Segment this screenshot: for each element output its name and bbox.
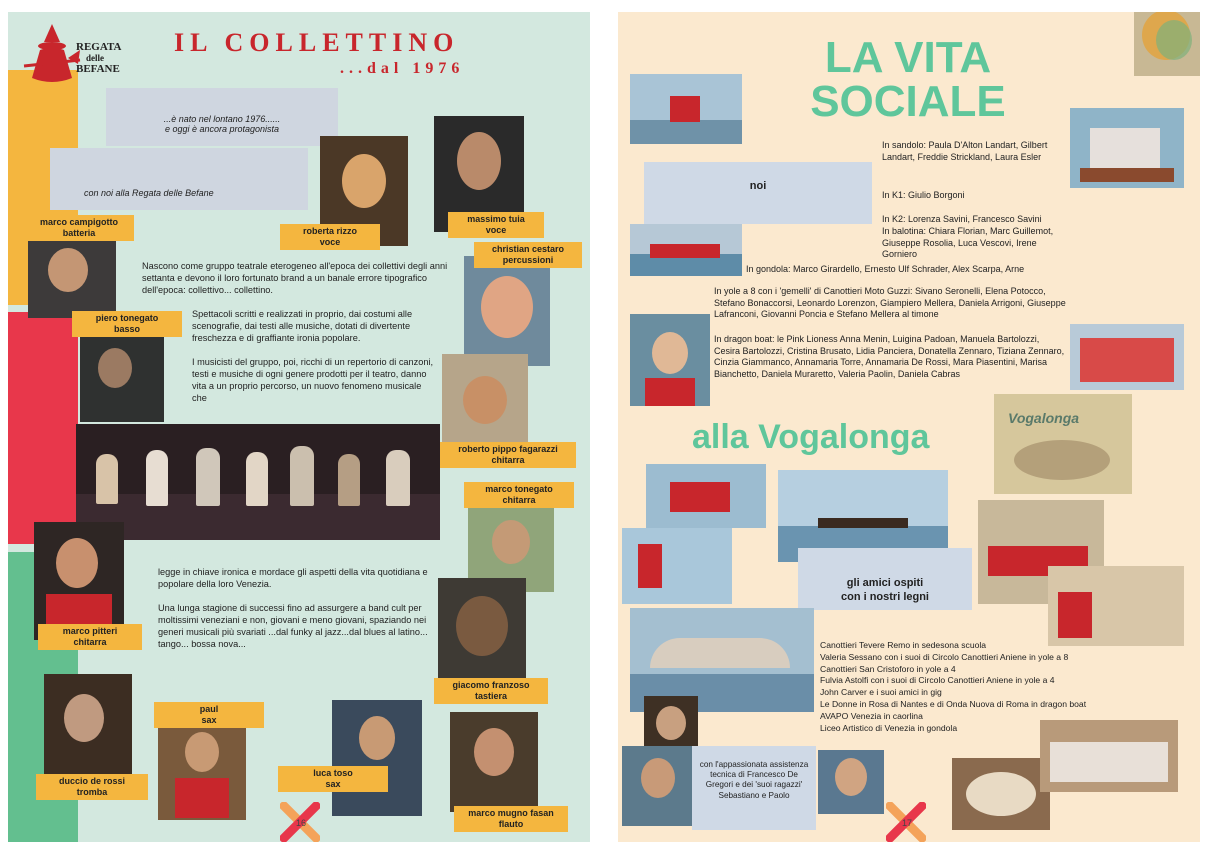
photo-roberto-fagarazzi — [442, 354, 528, 450]
member-role: basso — [113, 324, 140, 334]
label-marco-pitteri — [38, 624, 142, 650]
guest-item: Liceo Artistico di Venezia in gondola — [820, 722, 958, 733]
member-role: tastiera — [474, 691, 508, 701]
member-name: paul — [199, 704, 219, 714]
body-paragraph-4: legge in chiave ironica e mordace gli aspetti della vita quotidiana e popolare della loro Venezia. — [158, 567, 428, 589]
body-paragraph-3: I musicisti del gruppo, poi, ricchi di un repertorio di canzoni, testi e musiche di ogni genere prodotti per il teatro, danno vita a un proprio percorso, un nuovo fenomeno musicale che — [192, 357, 434, 403]
assist-box — [692, 746, 816, 830]
member-role: voce — [485, 225, 507, 235]
page-subtitle: ...dal 1976 — [340, 60, 465, 77]
photo-sebastiano — [622, 746, 694, 826]
photo-rower-paddle — [630, 314, 710, 406]
photo-cake — [952, 758, 1050, 830]
member-name: marco pitteri — [62, 626, 118, 636]
body-paragraph-2: Spettacoli scritti e realizzati in proprio, dai costumi alle scenografie, dai testi alle musiche, dotati di divertente freschezza e di graffiante ironia popolare. — [192, 309, 413, 343]
crew-gondola: In gondola: Marco Girardello, Ernesto Ulf Schrader, Alex Scarpa, Arne — [746, 264, 1025, 274]
photo-crew-boat — [1070, 108, 1184, 188]
label-paul — [154, 702, 264, 728]
label-massimo-tuia — [448, 212, 544, 238]
body-paragraph-1: Nascono come gruppo teatrale eterogeneo all'epoca dei collettivi degli anni settanta e devono il loro fortunato brand a un banale errore tipografico dell'epoca: collettivo... collettino. — [142, 261, 448, 295]
crew-k1: In K1: Giulio Borgoni — [882, 190, 965, 200]
photo-paolo — [818, 750, 884, 814]
body-paragraph-5: Una lunga stagione di successi fino ad assurgere a band cult per moltissimi veneziani e non, giovani e meno giovani, spaziando nei generi musicali più svariati ...dal funky al jazz...dal blues al latino... tango... bossa nova... — [158, 603, 428, 649]
label-marco-mugno-fasan — [454, 806, 568, 832]
guest-item: Canottieri Tevere Remo in sedesona scuola — [820, 640, 987, 650]
crew-balotina: In balotina: Chiara Florian, Marc Guillemot, Giuseppe Rosolia, Luca Vescovi, Irene Gorniero — [882, 226, 1054, 259]
photo-paul — [158, 722, 246, 820]
member-role: voce — [319, 237, 341, 247]
member-name: marco campigotto — [39, 217, 118, 227]
guest-item: John Carver e i suoi amici in gig — [820, 687, 942, 698]
vogalonga-logo-text: Vogalonga — [1008, 410, 1080, 426]
member-role: batteria — [62, 228, 96, 238]
page-number-left: 16 — [296, 818, 307, 828]
member-name: duccio de rossi — [58, 776, 126, 786]
member-role: sax — [325, 779, 341, 789]
logo-text — [76, 42, 121, 75]
member-name: christian cestaro — [491, 244, 565, 254]
label-luca-toso — [278, 766, 388, 792]
page-title: IL COLLETTINO — [174, 28, 460, 57]
assist-text: con l'appassionata assistenza tecnica di Francesco De Gregori e dei 'suoi ragazzi' Sebastiano e Paolo — [699, 760, 809, 800]
label-giacomo-franzoso — [434, 678, 548, 704]
member-role: chitarra — [491, 455, 525, 465]
photo-duccio-de-rossi — [44, 674, 132, 774]
red-stripe — [8, 312, 78, 544]
guest-item: Canottieri San Cristoforo in yole a 4 — [820, 663, 956, 674]
noi-box — [644, 162, 872, 224]
member-name: piero tonegato — [95, 313, 159, 323]
guest-item: Le Donne in Rosa di Nantes e di Onda Nuova di Roma in dragon boat — [820, 698, 1087, 709]
page-title-line-1: LA VITA — [824, 33, 992, 82]
member-name: giacomo franzoso — [452, 680, 530, 690]
photo-vogalonga-5 — [1048, 566, 1184, 646]
member-name: roberta rizzo — [302, 226, 357, 236]
photo-marco-campigotto — [28, 238, 116, 318]
photo-vogalonga-1 — [646, 464, 766, 528]
photo-giacomo-franzoso — [438, 578, 526, 690]
member-name: luca toso — [313, 768, 353, 778]
photo-vogalonga-4 — [622, 528, 732, 604]
crew-sandolo: In sandolo: Paula D'Alton Landart, Gilbert Landart, Freddie Strickland, Laura Esler — [882, 140, 1048, 162]
member-role: percussioni — [502, 255, 554, 265]
crew-dragon-boat: In dragon boat: le Pink Lioness Anna Menin, Luigina Padoan, Manuela Bartolozzi, Cesira Bartolozzi, Cristina Brusato, Lidia Panciera, Donatella Zennaro, Tiziana Zennaro, Cinzia Giammanco, Annamaria Torre, Annamaria De Rossi, Mara Piasentini, Marisa Bianchetto, Daniela Muraretto, Valeria Paolin, Daniela Cabras — [714, 334, 1065, 379]
member-name: roberto pippo fagarazzi — [458, 444, 558, 454]
right-page — [618, 12, 1200, 842]
photo-piero-tonegato — [80, 332, 164, 422]
label-roberta-rizzo — [280, 224, 380, 250]
photo-band-stage — [76, 424, 440, 540]
logo-line-3: BEFANE — [76, 63, 120, 75]
photo-marco-pitteri — [34, 522, 124, 640]
label-marco-campigotto — [24, 215, 134, 241]
photo-group-party — [1040, 720, 1178, 792]
page-title-line-2: SOCIALE — [810, 77, 1006, 126]
crew-yole: In yole a 8 con i 'gemelli' di Canottieri Moto Guzzi: Sivano Seronelli, Elena Potocco, Stefano Bonaccorsi, Leonardo Lorenzon, Giampiero Mellera, Daniela Arrigoni, Giuseppe Lafranconi, Giovanni Poncia e Stefano Mellera al timone — [714, 286, 1066, 319]
intro-line-3: con noi alla Regata delle Befane — [84, 188, 214, 198]
label-duccio-de-rossi — [36, 774, 148, 800]
guest-item: Fulvia Astolfi con i suoi di Circolo Canottieri Aniene in yole a 4 — [820, 675, 1055, 686]
photo-luca-toso — [332, 700, 422, 816]
label-roberto-fagarazzi — [440, 442, 576, 468]
intro-box-top — [106, 88, 338, 146]
member-role: flauto — [498, 819, 524, 829]
noi-label: noi — [749, 180, 767, 192]
label-marco-tonegato — [464, 482, 574, 508]
label-christian-cestaro — [474, 242, 582, 268]
member-role: sax — [201, 715, 217, 725]
page-number-right: 17 — [902, 818, 913, 828]
vogalonga-title: alla Vogalonga — [692, 418, 930, 456]
crew-k2: In K2: Lorenza Savini, Francesco Savini — [882, 214, 1042, 224]
logo-line-1: REGATA — [76, 41, 122, 53]
photo-gondola-race — [630, 74, 742, 144]
label-piero-tonegato — [72, 311, 182, 337]
logo-line-2: delle — [86, 53, 104, 63]
vogalonga-logo-image — [994, 394, 1132, 494]
corner-artwork — [1134, 12, 1200, 76]
guests-title-line-2: con i nostri legni — [840, 591, 929, 603]
intro-line-2: e oggi è ancora protagonista — [164, 124, 280, 134]
befana-logo-icon — [22, 20, 82, 90]
photo-marco-mugno-fasan — [450, 712, 538, 812]
guest-item: Valeria Sessano con i suoi di Circolo Canottieri Aniene in yole a 8 — [820, 651, 1069, 662]
guests-title-line-1: gli amici ospiti — [846, 577, 924, 589]
member-name: massimo tuia — [467, 214, 525, 224]
photo-rowing-canal — [630, 224, 742, 276]
member-role: tromba — [76, 787, 108, 797]
member-name: marco tonegato — [485, 484, 553, 494]
photo-christian-cestaro — [464, 256, 550, 366]
member-role: chitarra — [502, 495, 536, 505]
left-page — [8, 12, 590, 842]
member-name: marco mugno fasan — [468, 808, 554, 818]
member-role: chitarra — [73, 637, 107, 647]
intro-box-bottom — [50, 148, 308, 210]
photo-team-dock — [1070, 324, 1184, 390]
guest-item: AVAPO Venezia in caorlina — [820, 710, 923, 721]
intro-line-1: ...è nato nel lontano 1976...... — [163, 114, 281, 124]
guests-box — [798, 548, 972, 610]
guests-title — [798, 576, 972, 604]
